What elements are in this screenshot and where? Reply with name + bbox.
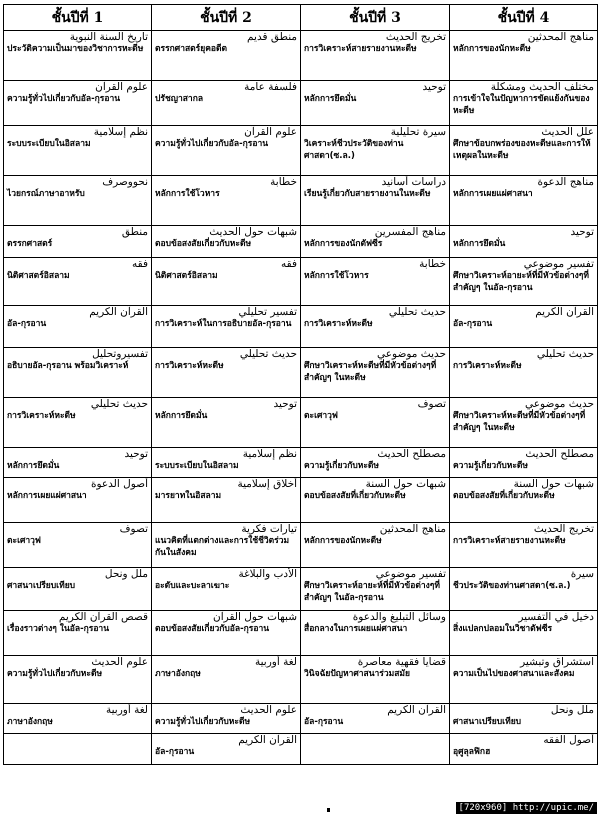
course-thai-title: ความรู้เกี่ยวกับหะดีษ [453,461,529,471]
course-arabic-title: ملل ونحل [104,568,148,580]
course-thai-title: หลักการยึดมั่น [453,239,506,249]
course-thai-title: ศึกษาวิเคราะห์อายะห์ที่มีหัวข้อต่างๆที่สำคัญๆ ในอัล-กุรอาน [453,271,589,293]
course-cell [4,523,152,568]
course-thai-title: ปรัชญาสากล [155,94,204,104]
course-cell [301,176,450,226]
course-thai-title: ความรู้เกี่ยวกับหะดีษ [304,461,380,471]
table-row [4,478,598,523]
course-thai-title: การวิเคราะห์หะดีษ [7,411,76,421]
course-cell [301,398,450,448]
course-cell [4,656,152,704]
course-arabic-title: تفسير تحليلي [238,306,297,318]
course-arabic-title: لغة أوربية [105,704,148,716]
course-cell [450,226,598,258]
course-cell [450,611,598,656]
course-thai-title: อัล-กุรอาน [7,319,47,329]
course-thai-title: การวิเคราะห์หะดีษ [304,319,373,329]
course-arabic-title: مناهج المفسرين [374,226,446,238]
course-arabic-title: مناهج المحدثين [527,31,594,43]
course-arabic-title: خطابة [419,258,446,270]
course-cell [4,704,152,734]
course-thai-title: ความรู้ทั่วไปเกี่ยวกับหะดีษ [155,717,251,727]
course-cell [4,734,152,765]
year-3-header: ชั้นปีที่ 3 [301,5,450,31]
table-row [4,523,598,568]
page-mark [327,808,330,812]
course-thai-title: มารยาทในอิสลาม [155,491,222,501]
course-thai-title: ตอบข้อสงสัยที่เกี่ยวกับหะดีษ [453,491,555,501]
course-arabic-title: نظم إسلامية [93,126,148,138]
course-arabic-title: توحيد [570,226,594,238]
course-arabic-title: فلسفة عامة [244,81,297,93]
table-row [4,448,598,478]
table-row [4,568,598,611]
course-arabic-title: فقه [132,258,148,270]
course-cell [450,81,598,126]
course-arabic-title: دخيل في التفسير [518,611,594,623]
course-thai-title: สื่อกลางในการเผยแผ่ศาสนา [304,624,408,634]
course-arabic-title: أخلاق إسلامية [237,478,297,490]
course-thai-title: หลักการของนักตัฟซีร [304,239,383,249]
course-arabic-title: شبهات حول السنة [365,478,446,490]
course-thai-title: ความรู้ทั่วไปเกี่ยวกับหะดีษ [7,669,103,679]
course-thai-title: ความรู้ทั่วไปเกี่ยวกับอัล-กุรอาน [155,139,269,149]
course-arabic-title: علوم الحديث [240,704,297,716]
course-thai-title: ภาษาอังกฤษ [155,669,201,679]
course-arabic-title: استشراق وتبشير [520,656,594,668]
course-cell [152,478,301,523]
course-thai-title: อัล-กุรอาน [453,319,493,329]
course-cell [450,348,598,398]
course-arabic-title: قضايا فقهية معاصرة [357,656,446,668]
course-cell [152,568,301,611]
course-cell [152,306,301,348]
course-arabic-title: توحيد [124,448,148,460]
course-cell [301,348,450,398]
course-cell [450,656,598,704]
course-arabic-title: حديث تحليلي [90,398,148,410]
course-cell [4,258,152,306]
course-thai-title: ระบบระเบียบในอิสลาม [155,461,239,471]
course-thai-title: วิเคราะห์ชีวประวัติของท่านศาสดา(ซ.ล.) [304,139,404,161]
table-row [4,226,598,258]
course-cell [152,348,301,398]
course-thai-title: การวิเคราะห์ในการอธิบายอัล-กุรอาน [155,319,292,329]
course-cell [4,611,152,656]
course-arabic-title: دراسات أسانيد [381,176,446,188]
course-arabic-title: الأدب والبلاغة [238,568,297,580]
course-thai-title: การวิเคราะห์หะดีษ [453,361,522,371]
course-thai-title: ชีวประวัติของท่านศาสดา(ซ.ล.) [453,581,571,591]
course-thai-title: อัล-กุรอาน [155,747,195,757]
image-host-footer: [720x960] http://upic.me/ [456,802,597,814]
course-cell [152,176,301,226]
course-thai-title: หลักการเผยแผ่ศาสนา [7,491,87,501]
course-cell [4,176,152,226]
table-row [4,611,598,656]
course-thai-title: ตรรกศาสตร์ยุคอดีต [155,44,228,54]
course-thai-title: หลักการยึดมั่น [7,461,60,471]
course-arabic-title: مصطلح الحديث [377,448,446,460]
course-cell [450,448,598,478]
course-thai-title: ศึกษาข้อบกพร่องของหะดีษและการให้เหตุผลในหะดีษ [453,139,591,161]
course-arabic-title: تخريج الحديث [533,523,594,535]
course-cell [4,306,152,348]
course-thai-title: การวิเคราะห์สายรายงานหะดีษ [304,44,417,54]
course-cell [301,306,450,348]
course-cell [4,31,152,81]
course-arabic-title: تصوف [417,398,446,410]
course-cell [4,126,152,176]
course-thai-title: อะดับและบะลาเฆาะ [155,581,230,591]
course-arabic-title: خطابة [270,176,297,188]
course-thai-title: หลักการยึดมั่น [304,94,357,104]
course-arabic-title: علوم القرآن [244,126,297,138]
course-arabic-title: سيرة [570,568,594,580]
course-thai-title: หลักการของนักหะดีษ [304,536,382,546]
course-thai-title: ไวยกรณ์ภาษาอาหรับ [7,189,85,199]
course-thai-title: เรียนรู้เกี่ยวกับสายรายงานในหะดีษ [304,189,431,199]
course-arabic-title: القرآن الكريم [238,734,297,746]
course-arabic-title: تخريج الحديث [385,31,446,43]
course-arabic-title: تفسير موضوعي [375,568,446,580]
table-row [4,31,598,81]
table-row [4,81,598,126]
course-cell [301,704,450,734]
course-cell [450,126,598,176]
course-arabic-title: مصطلح الحديث [525,448,594,460]
course-cell [450,704,598,734]
course-cell [450,306,598,348]
table-row [4,126,598,176]
course-thai-title: หลักการยึดมั่น [155,411,208,421]
course-thai-title: นิติศาสตร์อิสลาม [155,271,218,281]
course-arabic-title: القرآن الكريم [89,306,148,318]
year-1-header: ชั้นปีที่ 1 [4,5,152,31]
course-arabic-title: ملل ونحل [550,704,594,716]
table-row [4,258,598,306]
course-arabic-title: حديث تحليلي [388,306,446,318]
course-arabic-title: تفسيروتحليل [92,348,148,360]
course-cell [301,611,450,656]
course-cell [450,523,598,568]
curriculum-body [4,31,598,765]
course-cell [301,448,450,478]
table-row [4,348,598,398]
course-cell [152,448,301,478]
course-thai-title: ระบบระเบียบในอิสลาม [7,139,91,149]
course-arabic-title: منطق [121,226,148,238]
course-thai-title: ตอบข้อสงสัยที่เกี่ยวกับหะดีษ [304,491,406,501]
course-arabic-title: شبهات حول السنة [513,478,594,490]
course-thai-title: การวิเคราะห์หะดีษ [155,361,224,371]
course-cell [4,81,152,126]
course-cell [301,31,450,81]
course-arabic-title: وسائل التبليغ والدعوة [352,611,446,623]
course-arabic-title: قصص القرآن الكريم [58,611,148,623]
course-thai-title: ศึกษาวิเคราะห์อายะห์ที่มีหัวข้อต่างๆที่สำคัญๆ ในอัล-กุรอาน [304,581,440,603]
table-row [4,398,598,448]
course-thai-title: ประวัติความเป็นมาของวิชาการหะดีษ [7,44,144,54]
course-thai-title: อัล-กุรอาน [304,717,344,727]
course-cell [450,258,598,306]
course-thai-title: ศาสนาเปรียบเทียบ [7,581,76,591]
course-cell [152,126,301,176]
course-thai-title: หลักการใช้โวหาร [304,271,369,281]
course-cell [152,258,301,306]
course-cell [152,81,301,126]
course-cell [152,734,301,765]
course-arabic-title: مناهج المحدثين [379,523,446,535]
course-cell [4,568,152,611]
course-arabic-title: فقه [281,258,297,270]
course-thai-title: นิติศาสตร์อิสลาม [7,271,70,281]
course-cell [450,31,598,81]
course-arabic-title: تاريخ السنة النبوية [69,31,148,43]
course-arabic-title: حديث تحليلي [536,348,594,360]
course-cell [450,176,598,226]
course-arabic-title: حديث موضوعي [525,398,594,410]
course-thai-title: ศาสนาเปรียบเทียบ [453,717,522,727]
course-cell [301,656,450,704]
course-arabic-title: شبهات حول الحديث [209,226,297,238]
course-cell [4,398,152,448]
course-arabic-title: توحيد [422,81,446,93]
course-arabic-title: سيرة تحليلية [390,126,446,138]
course-arabic-title: أصول الفقه [543,734,594,746]
course-thai-title: การเข้าใจในปัญหาการขัดแย้งกันของหะดีษ [453,94,590,116]
header-row [4,5,598,31]
course-cell [152,523,301,568]
course-cell [301,258,450,306]
course-arabic-title: القرآن الكريم [387,704,446,716]
course-arabic-title: تيارات فكرية [241,523,297,535]
course-arabic-title: علل الحديث [541,126,594,138]
course-thai-title: การวิเคราะห์สายรายงานหะดีษ [453,536,566,546]
course-thai-title: แนวคิดที่แตกต่างและการใช้ชีวิตร่วมกันในสังคม [155,536,290,558]
course-cell [301,81,450,126]
course-thai-title: ตะเศาวุฟ [304,411,338,421]
course-cell [152,704,301,734]
course-arabic-title: لغة أوربية [254,656,297,668]
course-cell [301,226,450,258]
course-cell [152,398,301,448]
course-arabic-title: تصوف [119,523,148,535]
course-cell [301,568,450,611]
course-cell [301,478,450,523]
course-thai-title: หลักการเผยแผ่ศาสนา [453,189,533,199]
course-cell [152,611,301,656]
course-arabic-title: علوم الحديث [91,656,148,668]
course-cell [301,523,450,568]
course-arabic-title: القرآن الكريم [535,306,594,318]
course-thai-title: ศึกษาวิเคราะห์หะดีษที่มีหัวข้อต่างๆที่สำคัญๆ ในหะดีษ [453,411,586,433]
table-row [4,734,598,765]
course-cell [4,448,152,478]
course-cell [152,656,301,704]
course-arabic-title: منطق قديم [247,31,297,43]
course-arabic-title: تفسير موضوعي [523,258,594,270]
course-thai-title: อธิบายอัล-กุรอาน พร้อมวิเคราะห์ [7,361,129,371]
course-thai-title: อุศูลุลฟิกฮ [453,747,491,757]
course-arabic-title: أصول الدعوة [90,478,148,490]
year-2-header: ชั้นปีที่ 2 [152,5,301,31]
course-cell [152,226,301,258]
course-cell [4,478,152,523]
course-arabic-title: علوم القرآن [95,81,148,93]
course-thai-title: ตอบข้อสงสัยเกี่ยวกับอัล-กุรอาน [155,624,270,634]
course-thai-title: วินิจฉัยปัญหาศาสนาร่วมสมัย [304,669,411,679]
course-arabic-title: شبهات حول القرآن [213,611,297,623]
course-arabic-title: حديث تحليلي [239,348,297,360]
course-thai-title: หลักการของนักหะดีษ [453,44,531,54]
course-arabic-title: مناهج الدعوة [537,176,594,188]
table-row [4,704,598,734]
course-thai-title: ความเป็นไปของศาสนาและสังคม [453,669,575,679]
course-cell [301,734,450,765]
table-row [4,306,598,348]
course-thai-title: สิ่งแปลกปลอมในวิชาตัฟซีร [453,624,553,634]
course-cell [4,226,152,258]
course-cell [450,734,598,765]
course-cell [450,568,598,611]
course-cell [4,348,152,398]
course-arabic-title: نظم إسلامية [242,448,297,460]
course-cell [450,478,598,523]
course-arabic-title: مختلف الحديث ومشكلة [490,81,594,93]
course-arabic-title: حديث موضوعي [377,348,446,360]
course-arabic-title: توحيد [273,398,297,410]
year-4-header: ชั้นปีที่ 4 [450,5,598,31]
course-thai-title: หลักการใช้โวหาร [155,189,220,199]
course-thai-title: ความรู้ทั่วไปเกี่ยวกับอัล-กุรอาน [7,94,121,104]
course-thai-title: ศึกษาวิเคราะห์หะดีษที่มีหัวข้อต่างๆที่สำคัญๆ ในหะดีษ [304,361,437,383]
course-thai-title: ตะเศาวุฟ [7,536,41,546]
course-thai-title: ภาษาอังกฤษ [7,717,53,727]
course-arabic-title: نحووصرف [102,176,148,188]
course-thai-title: เรื่องราวต่างๆ ในอัล-กุรอาน [7,624,110,634]
course-cell [152,31,301,81]
course-cell [450,398,598,448]
curriculum-table [3,4,598,765]
course-thai-title: ตรรกศาสตร์ [7,239,53,249]
table-row [4,176,598,226]
course-thai-title: ตอบข้อสงสัยเกี่ยวกับหะดีษ [155,239,252,249]
course-cell [301,126,450,176]
table-row [4,656,598,704]
